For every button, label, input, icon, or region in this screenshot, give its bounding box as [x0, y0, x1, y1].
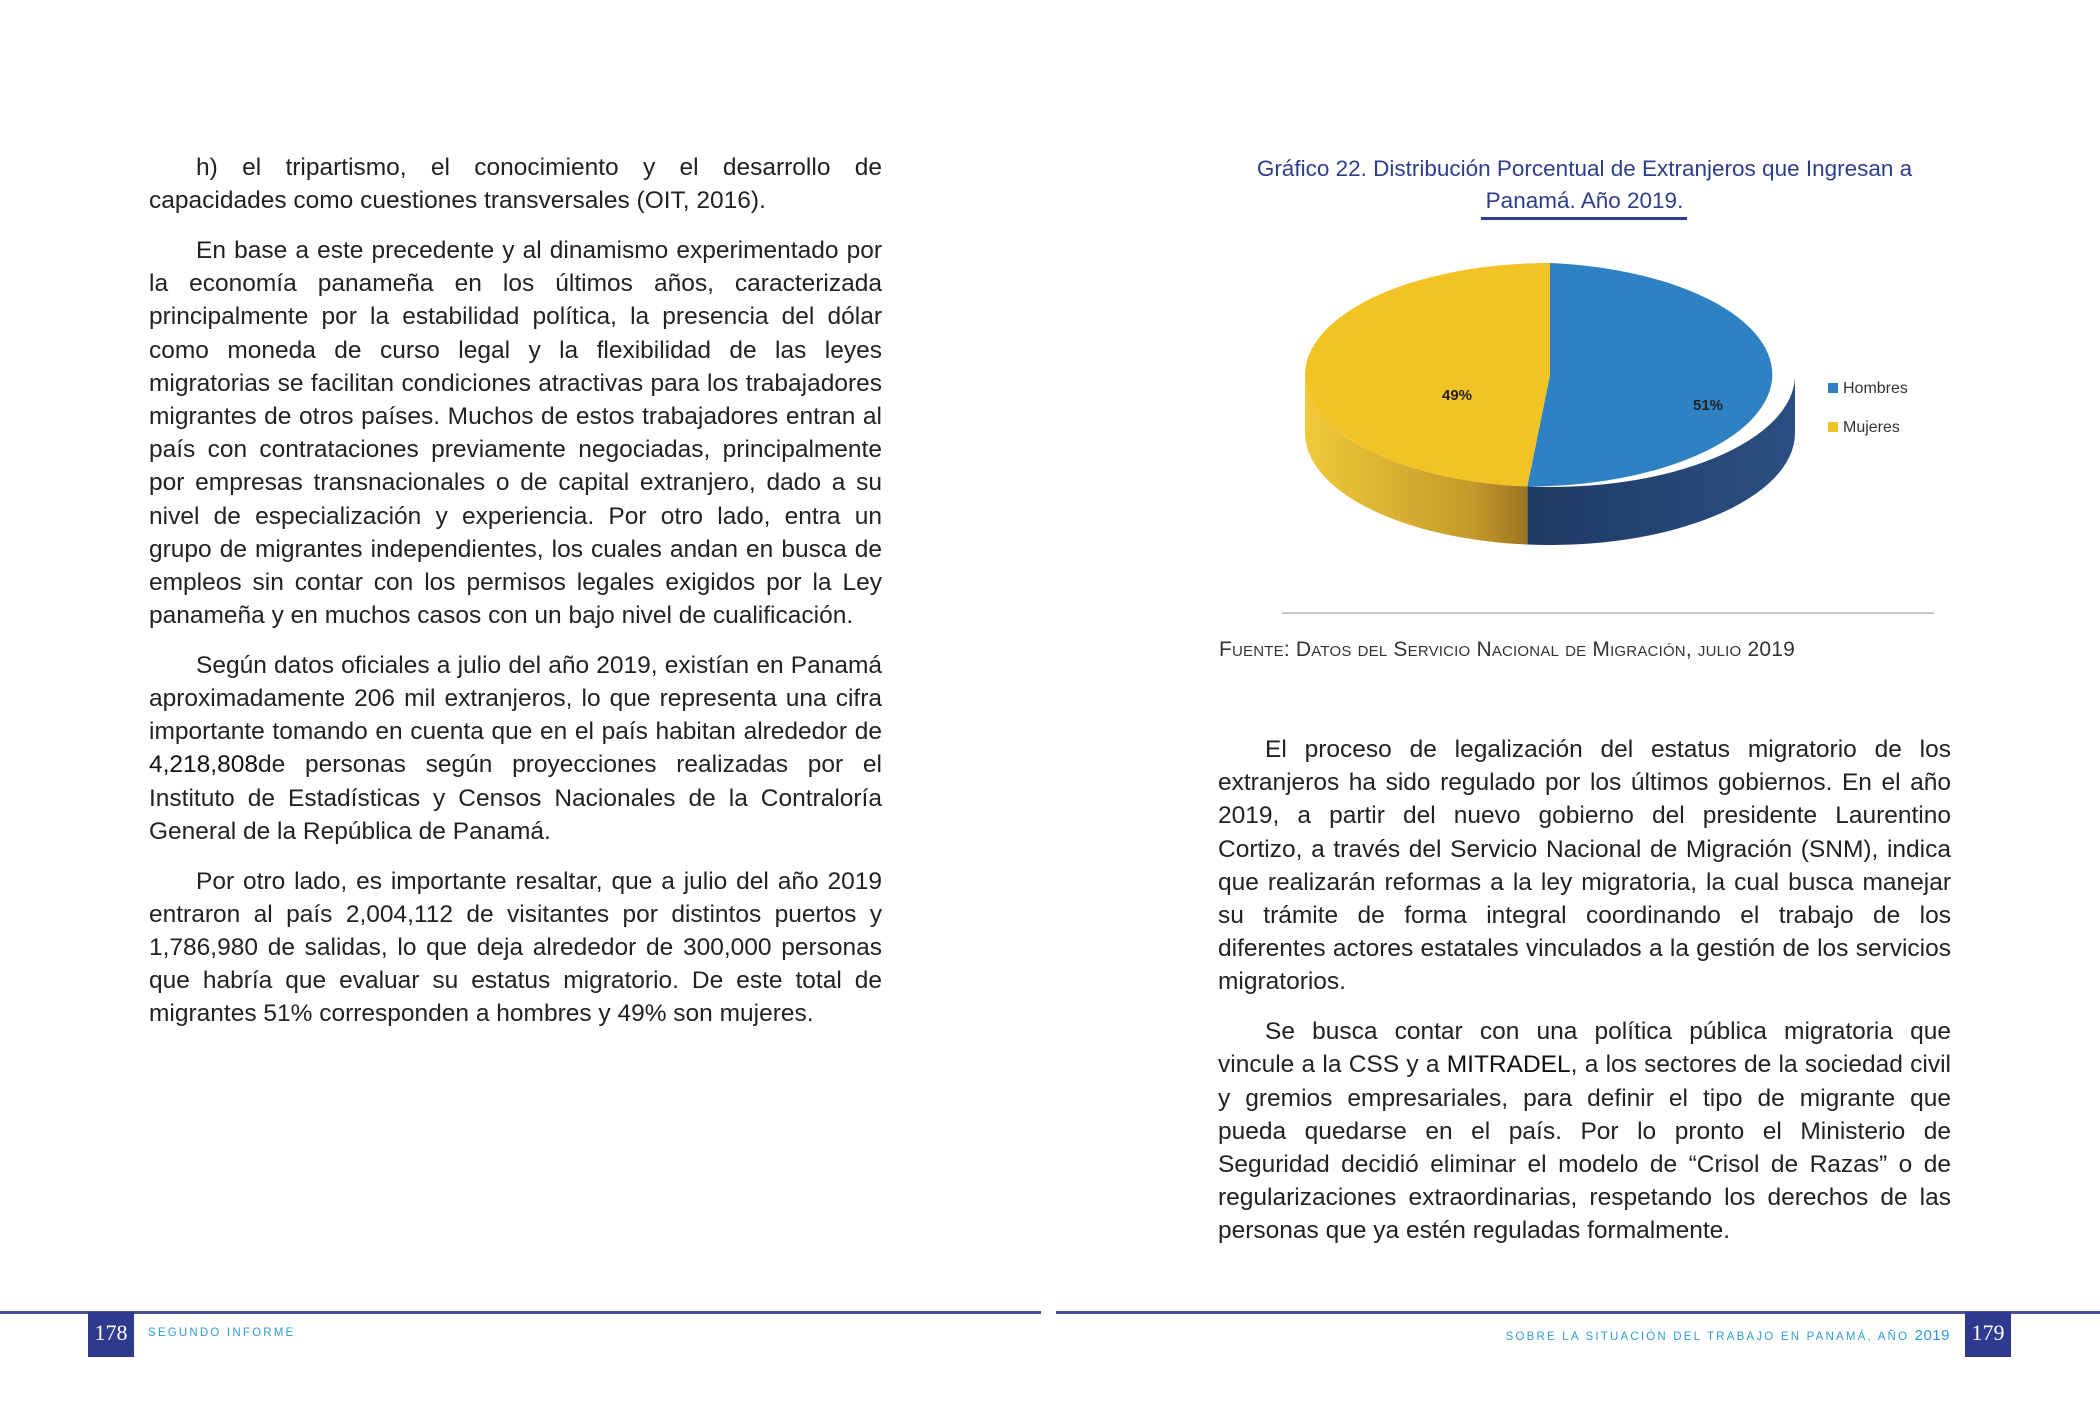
paragraph: El proceso de legalización del estatus migratorio de los extranjeros ha sido regulado por los últimos gobiernos. En el año 2019, a partir del nuevo gobierno del presidente Laurentino Cortizo, a través del Servicio Nacional de Migración (SNM), indica que realizarán reformas a la ley migratoria, la cual busca manejar su trámite de forma integral coordinando el trabajo de los diferentes actores estatales vinculados a la gestión de los servicios migratorios.: [1218, 736, 1951, 996]
legend-swatch-hombres: [1828, 383, 1838, 393]
legend-label-mujeres: Mujeres: [1843, 419, 1900, 436]
figure-title-line: Gráfico 22. Distribución Porcentual de Extranjeros que Ingresan a: [1256, 156, 1913, 181]
figure-divider: [1282, 612, 1934, 614]
paragraph: En base a este precedente y al dinamismo experimentado por la economía panameña en los últimos años, caracterizada principalmente por la estabilidad política, la presencia del dólar como moneda de curso legal y la flexibilidad de las leyes migratorias se facilitan condiciones atractivas para los trabajadores migrantes de otros países. Muchos de estos trabajadores entran al país con contrataciones previamente negociadas, principalmente por empresas transnacionales o de capital extranjero, dado a su nivel de especialización y experiencia. Por otro lado, entra un grupo de migrantes independientes, los cuales andan en busca de empleos sin contar con los permisos legales exigidos por la Ley panameña y en muchos casos con un bajo nivel de cualificación.: [149, 236, 882, 630]
mitradel-acronym: MITRADEL: [1446, 1051, 1571, 1079]
slice-label-mujeres: 49%: [1441, 387, 1473, 404]
figure-title: [1218, 153, 1951, 217]
pie-chart: [1300, 260, 1940, 590]
footer-running-title-left: SEGUNDO INFORME: [148, 1327, 296, 1339]
paragraph-text: , a los sectores de la sociedad civil y gremios empresariales, para definir el tipo de migrante que pueda quedarse en el país. Por lo pronto el Ministerio de Seguridad decidió eliminar el modelo de “Crisol de Razas” o de regularizaciones extraordinarias, respetando los derechos de las personas que ya estén reguladas formalmente.: [1218, 1051, 1951, 1245]
paragraph-text: Se busca contar con una política pública migratoria que vincule a la CSS y a: [1218, 1018, 1951, 1079]
left-page-body: [149, 151, 882, 1047]
page-number-left: 178: [88, 1312, 134, 1357]
figure-source: Fuente: Datos del Servicio Nacional de Migración, julio 2019: [1219, 638, 1795, 661]
legend-label-hombres: Hombres: [1843, 380, 1908, 397]
paragraph: [149, 649, 882, 848]
paragraph: h) el tripartismo, el conocimiento y el desarrollo de capacidades como cuestiones transversales (OIT, 2016).: [149, 154, 882, 215]
slice-label-hombres: 51%: [1692, 397, 1724, 414]
footer-year: 2019: [1914, 1327, 1950, 1344]
footer-rule-left: [0, 1311, 1041, 1314]
paragraph: Por otro lado, es importante resaltar, que a julio del año 2019 entraron al país 2,004,112 de visitantes por distintos puertos y 1,786,980 de salidas, lo que deja alrededor de 300,000 personas que habría que evaluar su estatus migratorio. De este total de migrantes 51% corresponden a hombres y 49% son mujeres.: [149, 867, 882, 1028]
legend: [1828, 380, 1908, 436]
figure-title-line: Panamá. Año 2019.: [1485, 188, 1684, 213]
footer-running-title-right: [1506, 1327, 1950, 1344]
footer-running-title-text: SOBRE LA SITUACIÓN DEL TRABAJO EN PANAMÁ, AÑO: [1505, 1331, 1910, 1343]
page-number-right: 179: [1965, 1312, 2011, 1357]
paragraph-text: Según datos oficiales a julio del año 2019, existían en Panamá aproximadamente 206 mil extranjeros, lo que representa una cifra importante tomando en cuenta que en el país habitan alrededor de: [149, 651, 882, 746]
footer-rule-right: [1056, 1311, 2100, 1314]
population-figure: 4,218,808: [149, 751, 258, 779]
legend-swatch-mujeres: [1828, 422, 1838, 432]
paragraph: [1218, 1015, 1951, 1247]
figure-title-underline: [1481, 217, 1687, 220]
paragraph-text: de personas según proyecciones realizadas por el Instituto de Estadísticas y Censos Nacionales de la Contraloría General de la República de Panamá.: [149, 751, 882, 845]
right-page-body: [1218, 733, 1951, 1264]
